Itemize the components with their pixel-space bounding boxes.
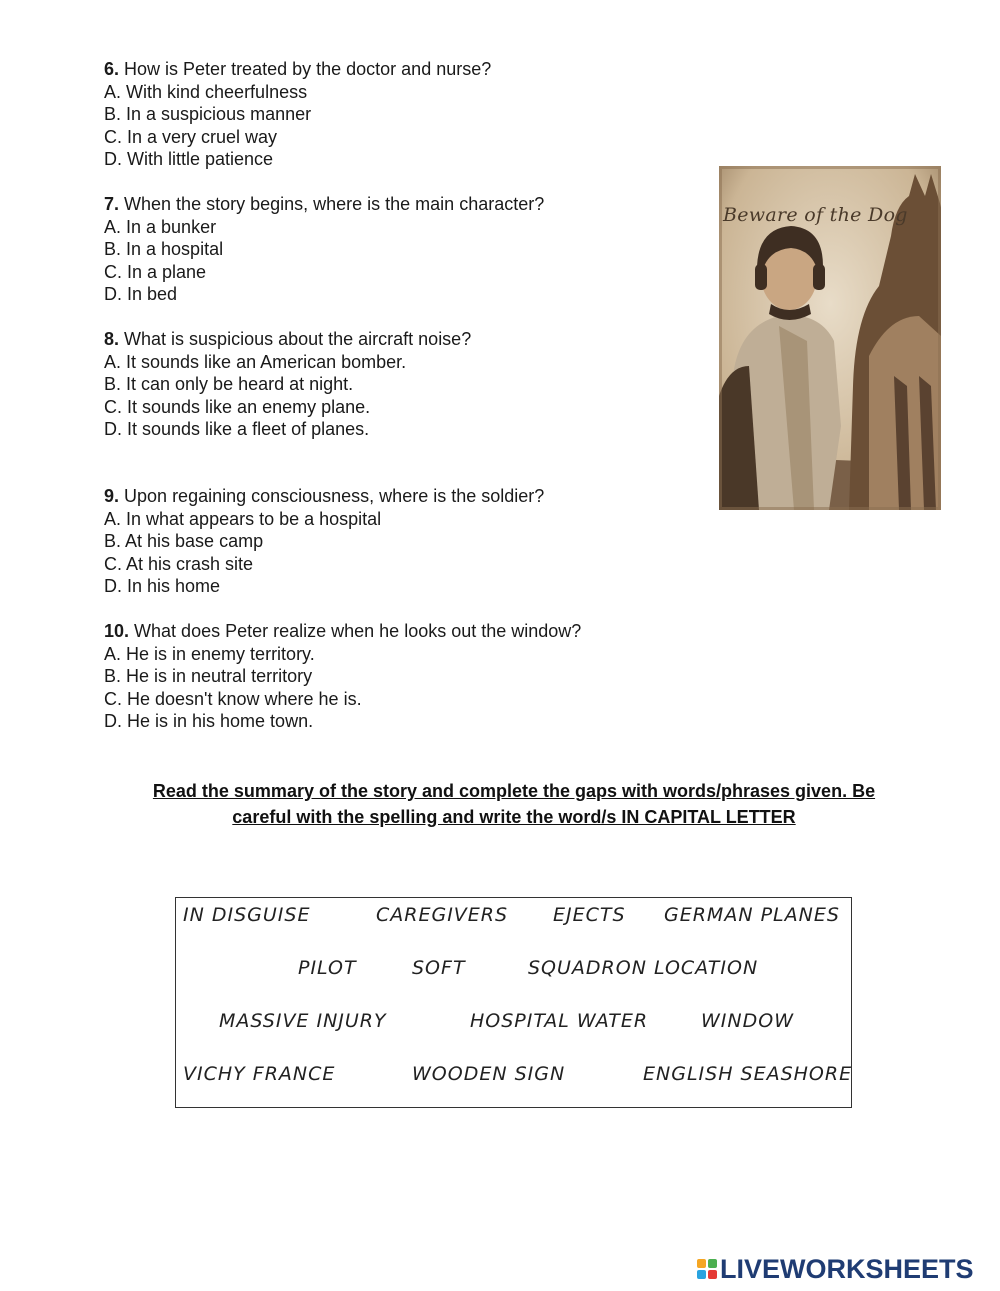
logo-square [697, 1259, 706, 1268]
option-a: A. In a bunker [104, 216, 217, 237]
word-bank-item: SQUADRON LOCATION [528, 957, 759, 979]
word-bank-item: HOSPITAL WATER [470, 1010, 649, 1032]
question-stem [104, 193, 694, 216]
word-bank-item: PILOT [298, 957, 357, 979]
summary-instructions [104, 778, 924, 830]
option-d: D. He is in his home town. [104, 711, 314, 732]
option-c: C. He doesn't know where he is. [104, 688, 362, 709]
question-7 [104, 193, 694, 306]
word-bank-item: EJECTS [553, 904, 626, 926]
option-d: D. With little patience [104, 149, 274, 170]
question-text: Upon regaining consciousness, where is the soldier? [124, 486, 545, 506]
option-a: A. In what appears to be a hospital [104, 508, 382, 529]
option-b: B. He is in neutral territory [104, 666, 313, 687]
question-stem [104, 58, 694, 81]
word-bank-item: CAREGIVERS [376, 904, 509, 926]
word-bank-item: ENGLISH SEASHORE [643, 1063, 853, 1085]
option-c: C. In a very cruel way [104, 126, 278, 147]
option-b: B. In a suspicious manner [104, 104, 312, 125]
option-c: C. It sounds like an enemy plane. [104, 396, 371, 417]
option-d: D. In his home [104, 576, 221, 597]
photo-caption: Beware of the Dog [723, 204, 908, 226]
option-a: A. It sounds like an American bomber. [104, 351, 407, 372]
question-stem [104, 328, 694, 351]
logo-square [708, 1270, 717, 1279]
logo-square [697, 1270, 706, 1279]
logo-square [708, 1259, 717, 1268]
word-bank [175, 897, 852, 1108]
liveworksheets-logo-icon [697, 1259, 717, 1279]
logo-text: LIVEWORKSHEETS [720, 1253, 974, 1284]
liveworksheets-logo [697, 1254, 997, 1284]
word-bank-item: IN DISGUISE [183, 904, 311, 926]
word-bank-item: MASSIVE INJURY [219, 1010, 387, 1032]
question-text: When the story begins, where is the main character? [124, 194, 545, 214]
option-b: B. It can only be heard at night. [104, 374, 354, 395]
question-number: 6. [104, 59, 120, 79]
word-bank-item: VICHY FRANCE [183, 1063, 336, 1085]
word-bank-item: WINDOW [701, 1010, 794, 1032]
option-a: A. He is in enemy territory. [104, 643, 315, 664]
question-6 [104, 58, 694, 171]
question-number: 7. [104, 194, 120, 214]
word-bank-item: WOODEN SIGN [412, 1063, 566, 1085]
question-10 [104, 620, 694, 733]
question-text: What does Peter realize when he looks out the window? [134, 621, 582, 641]
option-c: C. At his crash site [104, 553, 254, 574]
question-number: 8. [104, 329, 120, 349]
question-8 [104, 328, 694, 441]
question-number: 10. [104, 621, 130, 641]
option-b: B. At his base camp [104, 531, 264, 552]
question-stem [104, 485, 694, 508]
option-a: A. With kind cheerfulness [104, 81, 308, 102]
question-9 [104, 485, 694, 598]
question-number: 9. [104, 486, 120, 506]
word-bank-item: GERMAN PLANES [664, 904, 840, 926]
story-photo [719, 166, 941, 510]
option-d: D. In bed [104, 284, 178, 305]
option-d: D. It sounds like a fleet of planes. [104, 419, 370, 440]
option-b: B. In a hospital [104, 239, 224, 260]
question-stem [104, 620, 694, 643]
question-text: How is Peter treated by the doctor and nurse? [124, 59, 492, 79]
option-c: C. In a plane [104, 261, 207, 282]
question-text: What is suspicious about the aircraft noise? [124, 329, 472, 349]
instructions-line-1: Read the summary of the story and complete the gaps with words/phrases given. Be [152, 781, 876, 801]
instructions-line-2: careful with the spelling and write the word/s IN CAPITAL LETTER [232, 807, 796, 827]
word-bank-item: SOFT [412, 957, 466, 979]
